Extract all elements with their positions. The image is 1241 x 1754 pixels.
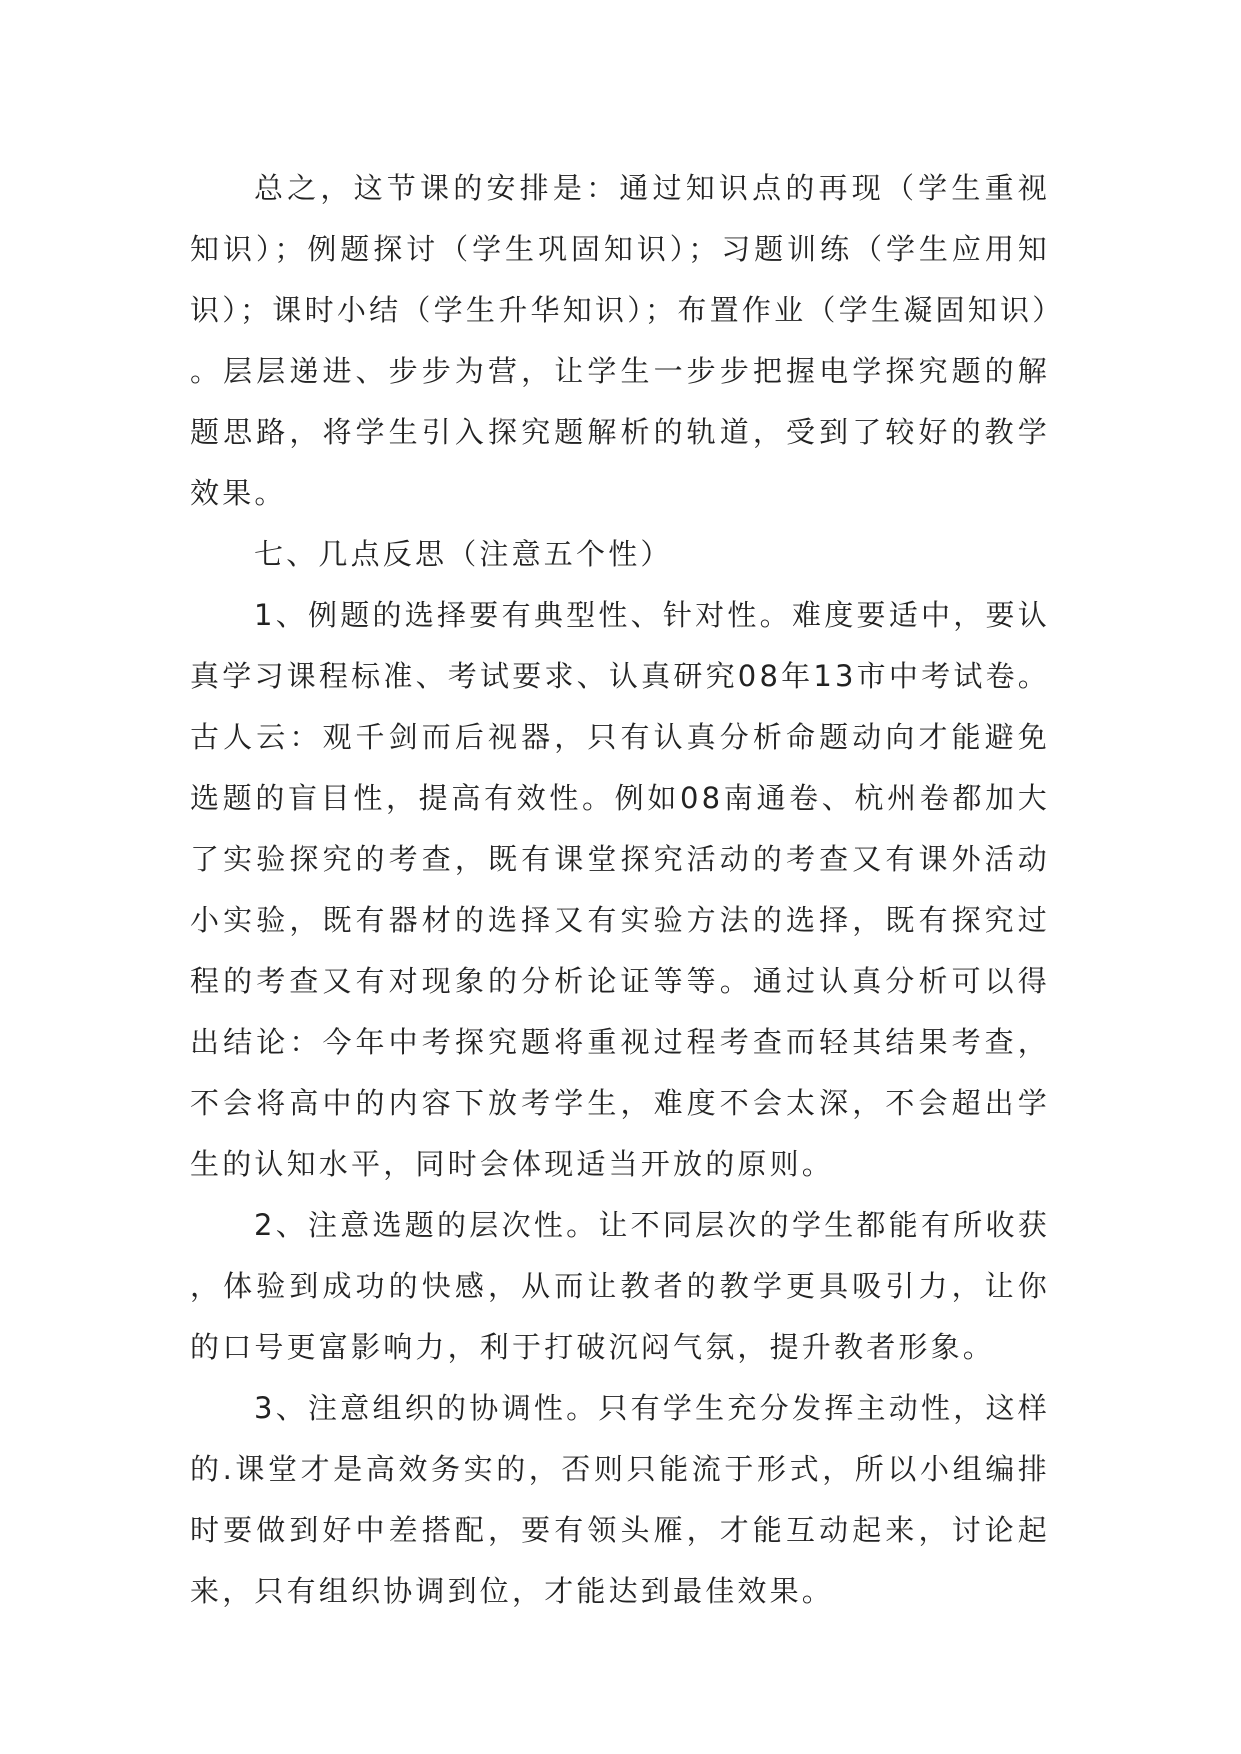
document-body: [190, 158, 1050, 1622]
section-heading-reflections: 七、几点反思（注意五个性）: [254, 537, 673, 571]
reflection-item-2: 2、注意选题的层次性。让不同层次的学生都能有所收获，体验到成功的快感，从而让教者的教学更具吸引力，让你的口号更富影响力，利于打破沉闷气氛，提升教者形象。: [190, 1208, 1050, 1364]
summary-paragraph: 总之，这节课的安排是：通过知识点的再现（学生重视知识）；例题探讨（学生巩固知识）；习题训练（学生应用知识）；课时小结（学生升华知识）；布置作业（学生凝固知识）。层层递进、步步为营，让学生一步步把握电学探究题的解题思路，将学生引入探究题解析的轨道，受到了较好的教学效果。: [190, 171, 1050, 510]
reflection-item-3: 3、注意组织的协调性。只有学生充分发挥主动性，这样的.课堂才是高效务实的，否则只能流于形式，所以小组编排时要做到好中差搭配，要有领头雁，才能互动起来，讨论起来，只有组织协调到位，才能达到最佳效果。: [190, 1391, 1050, 1608]
reflection-item-1: 1、例题的选择要有典型性、针对性。难度要适中，要认真学习课程标准、考试要求、认真研究08年13市中考试卷。古人云：观千剑而后视器，只有认真分析命题动向才能避免选题的盲目性，提高有效性。例如08南通卷、杭州卷都加大了实验探究的考查，既有课堂探究活动的考查又有课外活动小实验，既有器材的选择又有实验方法的选择，既有探究过程的考查又有对现象的分析论证等等。通过认真分析可以得出结论：今年中考探究题将重视过程考查而轻其结果考查，不会将高中的内容下放考学生，难度不会太深，不会超出学生的认知水平，同时会体现适当开放的原则。: [190, 598, 1050, 1181]
